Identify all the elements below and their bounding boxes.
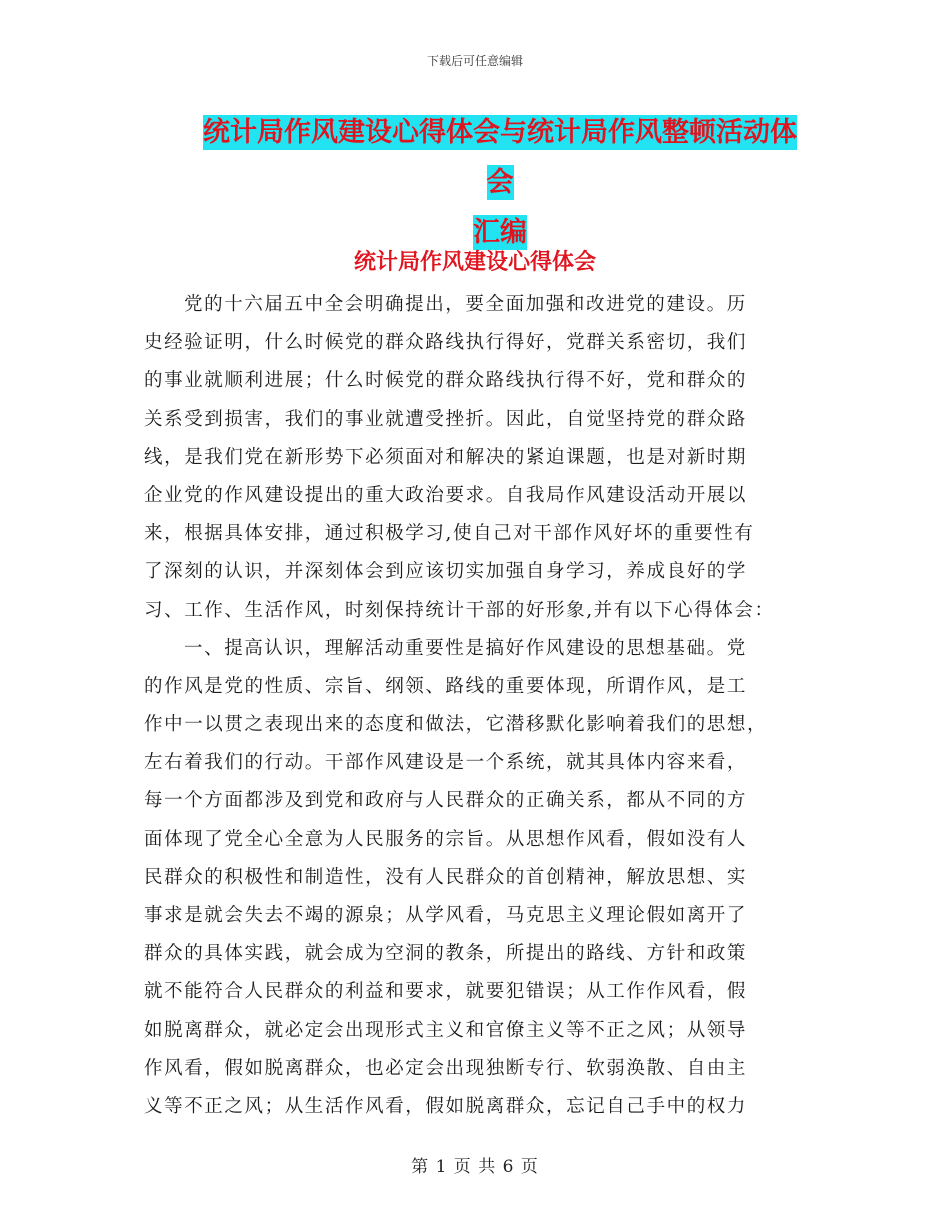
page-number-footer: 第 1 页 共 6 页 (411, 1157, 539, 1177)
paragraph-line: 习、工作、生活作风，时刻保持统计干部的好形象,并有以下心得体会： (144, 599, 775, 621)
page-header-note: 下载后可任意编辑 (426, 54, 523, 68)
paragraph-line: 史经验证明，什么时候党的群众路线执行得好，党群关系密切，我们 (144, 332, 748, 354)
paragraph-line: 的作风是党的性质、宗旨、纲领、路线的重要体现，所谓作风，是工 (144, 675, 748, 697)
paragraph-line: 线，是我们党在新形势下必须面对和解决的紧迫课题，也是对新时期 (144, 446, 748, 468)
paragraph-line: 义等不正之风；从生活作风看，假如脱离群众，忘记自己手中的权力 (144, 1095, 748, 1117)
section-title: 统计局作风建设心得体会 (353, 250, 596, 275)
paragraph-line: 群众的具体实践，就会成为空洞的教条，所提出的路线、方针和政策 (144, 943, 748, 965)
paragraph-line: 作中一以贯之表现出来的态度和做法，它潜移默化影响着我们的思想， (144, 714, 768, 736)
paragraph-line: 作风看，假如脱离群众，也必定会出现独断专行、软弱涣散、自由主 (144, 1057, 748, 1079)
document-title-line-1: 统计局作风建设心得体会与统计局作风整顿活动体会 (203, 117, 797, 198)
paragraph-line: 民群众的积极性和制造性，没有人民群众的首创精神，解放思想、实 (144, 866, 748, 888)
paragraph-line: 左右着我们的行动。干部作风建设是一个系统，就其具体内容来看， (144, 752, 748, 774)
paragraph-line: 党的十六届五中全会明确提出，要全面加强和改进党的建设。历 (184, 294, 747, 315)
document-title-line-2: 汇编 (473, 217, 527, 248)
paragraph-line: 就不能符合人民群众的利益和要求，就要犯错误；从工作作风看，假 (144, 981, 748, 1003)
paragraph-line: 面体现了党全心全意为人民服务的宗旨。从思想作风看，假如没有人 (144, 828, 748, 850)
paragraph-line: 如脱离群众，就必定会出现形式主义和官僚主义等不正之风；从领导 (144, 1019, 748, 1041)
paragraph-line: 了深刻的认识，并深刻体会到应该切实加强自身学习，养成良好的学 (144, 561, 748, 583)
paragraph-line: 一、提高认识，理解活动重要性是搞好作风建设的思想基础。党 (184, 637, 747, 659)
paragraph-line: 每一个方面都涉及到党和政府与人民群众的正确关系，都从不同的方 (144, 790, 748, 812)
paragraph-line: 事求是就会失去不竭的源泉；从学风看，马克思主义理论假如离开了 (144, 905, 748, 926)
paragraph-line: 企业党的作风建设提出的重大政治要求。自我局作风建设活动开展以 (144, 484, 748, 506)
document-title (190, 108, 810, 258)
paragraph-line: 的事业就顺利进展；什么时候党的群众路线执行得不好，党和群众的 (144, 370, 748, 392)
paragraph-line: 关系受到损害，我们的事业就遭受挫折。因此，自觉坚持党的群众路 (144, 408, 748, 430)
paragraph-line: 来，根据具体安排，通过积极学习,使自己对干部作风好坏的重要性有 (144, 523, 755, 545)
body-text (144, 286, 800, 1126)
